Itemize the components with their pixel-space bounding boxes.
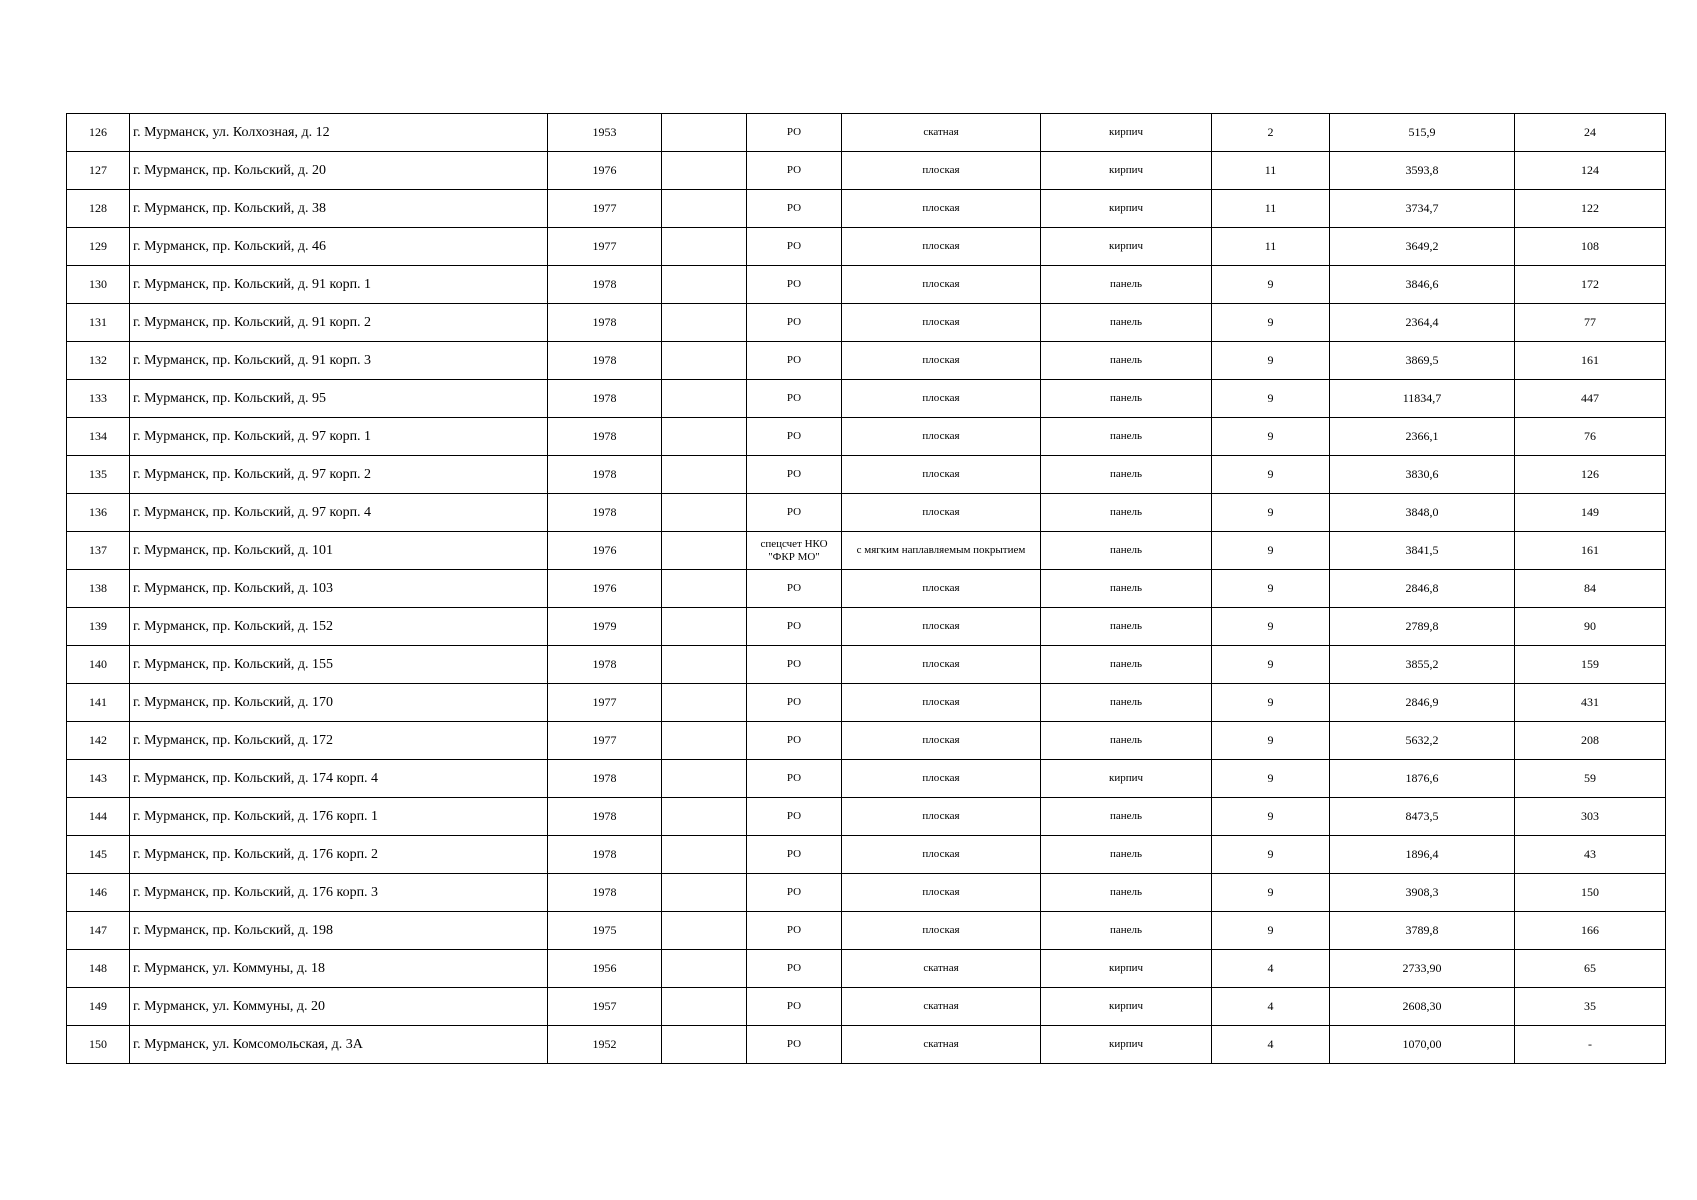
address-cell: г. Мурманск, пр. Кольский, д. 38 bbox=[130, 190, 548, 228]
area-cell: 3593,8 bbox=[1330, 152, 1515, 190]
row-number-cell: 143 bbox=[67, 760, 130, 798]
fund-method-cell: РО bbox=[747, 760, 842, 798]
fund-method-cell: спецсчет НКО "ФКР МО" bbox=[747, 532, 842, 570]
empty-cell bbox=[662, 532, 747, 570]
table-row bbox=[67, 684, 1666, 722]
wall-material-cell: панель bbox=[1041, 304, 1212, 342]
empty-cell bbox=[662, 1026, 747, 1064]
wall-material-cell: кирпич bbox=[1041, 152, 1212, 190]
floors-cell: 2 bbox=[1212, 114, 1330, 152]
area-cell: 3908,3 bbox=[1330, 874, 1515, 912]
wall-material-cell: панель bbox=[1041, 684, 1212, 722]
empty-cell bbox=[662, 798, 747, 836]
wall-material-cell: кирпич bbox=[1041, 1026, 1212, 1064]
table-row bbox=[67, 874, 1666, 912]
empty-cell bbox=[662, 608, 747, 646]
area-cell: 1896,4 bbox=[1330, 836, 1515, 874]
wall-material-cell: панель bbox=[1041, 342, 1212, 380]
fund-method-cell: РО bbox=[747, 266, 842, 304]
year-built-cell: 1978 bbox=[548, 798, 662, 836]
address-cell: г. Мурманск, пр. Кольский, д. 174 корп. 4 bbox=[130, 760, 548, 798]
fund-method-cell: РО bbox=[747, 190, 842, 228]
residents-cell: 150 bbox=[1515, 874, 1666, 912]
row-number-cell: 138 bbox=[67, 570, 130, 608]
wall-material-cell: кирпич bbox=[1041, 950, 1212, 988]
year-built-cell: 1978 bbox=[548, 380, 662, 418]
address-cell: г. Мурманск, пр. Кольский, д. 176 корп. 1 bbox=[130, 798, 548, 836]
fund-method-cell: РО bbox=[747, 228, 842, 266]
floors-cell: 9 bbox=[1212, 418, 1330, 456]
table-row bbox=[67, 342, 1666, 380]
year-built-cell: 1975 bbox=[548, 912, 662, 950]
area-cell: 3830,6 bbox=[1330, 456, 1515, 494]
address-cell: г. Мурманск, пр. Кольский, д. 97 корп. 2 bbox=[130, 456, 548, 494]
wall-material-cell: кирпич bbox=[1041, 988, 1212, 1026]
area-cell: 2364,4 bbox=[1330, 304, 1515, 342]
area-cell: 3855,2 bbox=[1330, 646, 1515, 684]
roof-type-cell: плоская bbox=[842, 494, 1041, 532]
area-cell: 5632,2 bbox=[1330, 722, 1515, 760]
wall-material-cell: кирпич bbox=[1041, 228, 1212, 266]
floors-cell: 9 bbox=[1212, 722, 1330, 760]
address-cell: г. Мурманск, ул. Колхозная, д. 12 bbox=[130, 114, 548, 152]
table-body bbox=[67, 114, 1666, 1064]
address-cell: г. Мурманск, пр. Кольский, д. 103 bbox=[130, 570, 548, 608]
fund-method-cell: РО bbox=[747, 684, 842, 722]
address-cell: г. Мурманск, пр. Кольский, д. 101 bbox=[130, 532, 548, 570]
row-number-cell: 133 bbox=[67, 380, 130, 418]
table-row bbox=[67, 988, 1666, 1026]
fund-method-cell: РО bbox=[747, 836, 842, 874]
floors-cell: 4 bbox=[1212, 950, 1330, 988]
address-cell: г. Мурманск, ул. Комсомольская, д. 3А bbox=[130, 1026, 548, 1064]
year-built-cell: 1978 bbox=[548, 456, 662, 494]
roof-type-cell: плоская bbox=[842, 456, 1041, 494]
roof-type-cell: плоская bbox=[842, 684, 1041, 722]
address-cell: г. Мурманск, пр. Кольский, д. 172 bbox=[130, 722, 548, 760]
empty-cell bbox=[662, 114, 747, 152]
floors-cell: 9 bbox=[1212, 684, 1330, 722]
empty-cell bbox=[662, 266, 747, 304]
fund-method-cell: РО bbox=[747, 608, 842, 646]
area-cell: 2608,30 bbox=[1330, 988, 1515, 1026]
residents-cell: 126 bbox=[1515, 456, 1666, 494]
empty-cell bbox=[662, 874, 747, 912]
table-row bbox=[67, 266, 1666, 304]
row-number-cell: 135 bbox=[67, 456, 130, 494]
floors-cell: 9 bbox=[1212, 912, 1330, 950]
empty-cell bbox=[662, 304, 747, 342]
table-row bbox=[67, 912, 1666, 950]
table-row bbox=[67, 494, 1666, 532]
residents-cell: 303 bbox=[1515, 798, 1666, 836]
floors-cell: 11 bbox=[1212, 190, 1330, 228]
wall-material-cell: панель bbox=[1041, 646, 1212, 684]
floors-cell: 9 bbox=[1212, 570, 1330, 608]
row-number-cell: 146 bbox=[67, 874, 130, 912]
area-cell: 3649,2 bbox=[1330, 228, 1515, 266]
area-cell: 11834,7 bbox=[1330, 380, 1515, 418]
empty-cell bbox=[662, 418, 747, 456]
table-row bbox=[67, 152, 1666, 190]
area-cell: 3848,0 bbox=[1330, 494, 1515, 532]
area-cell: 515,9 bbox=[1330, 114, 1515, 152]
floors-cell: 4 bbox=[1212, 988, 1330, 1026]
table-row bbox=[67, 608, 1666, 646]
roof-type-cell: плоская bbox=[842, 152, 1041, 190]
floors-cell: 11 bbox=[1212, 152, 1330, 190]
year-built-cell: 1978 bbox=[548, 342, 662, 380]
residents-cell: 161 bbox=[1515, 532, 1666, 570]
row-number-cell: 130 bbox=[67, 266, 130, 304]
empty-cell bbox=[662, 760, 747, 798]
fund-method-cell: РО bbox=[747, 570, 842, 608]
fund-method-cell: РО bbox=[747, 722, 842, 760]
year-built-cell: 1952 bbox=[548, 1026, 662, 1064]
area-cell: 1876,6 bbox=[1330, 760, 1515, 798]
wall-material-cell: кирпич bbox=[1041, 760, 1212, 798]
year-built-cell: 1976 bbox=[548, 152, 662, 190]
address-cell: г. Мурманск, пр. Кольский, д. 46 bbox=[130, 228, 548, 266]
roof-type-cell: плоская bbox=[842, 722, 1041, 760]
year-built-cell: 1978 bbox=[548, 760, 662, 798]
table-row bbox=[67, 228, 1666, 266]
address-cell: г. Мурманск, пр. Кольский, д. 176 корп. 3 bbox=[130, 874, 548, 912]
floors-cell: 9 bbox=[1212, 456, 1330, 494]
area-cell: 2846,9 bbox=[1330, 684, 1515, 722]
table-row bbox=[67, 532, 1666, 570]
roof-type-cell: плоская bbox=[842, 608, 1041, 646]
empty-cell bbox=[662, 152, 747, 190]
residents-cell: 108 bbox=[1515, 228, 1666, 266]
table-row bbox=[67, 114, 1666, 152]
residents-cell: 90 bbox=[1515, 608, 1666, 646]
empty-cell bbox=[662, 228, 747, 266]
area-cell: 8473,5 bbox=[1330, 798, 1515, 836]
area-cell: 2789,8 bbox=[1330, 608, 1515, 646]
wall-material-cell: кирпич bbox=[1041, 114, 1212, 152]
floors-cell: 9 bbox=[1212, 798, 1330, 836]
year-built-cell: 1977 bbox=[548, 722, 662, 760]
address-cell: г. Мурманск, пр. Кольский, д. 97 корп. 1 bbox=[130, 418, 548, 456]
roof-type-cell: плоская bbox=[842, 380, 1041, 418]
year-built-cell: 1977 bbox=[548, 190, 662, 228]
housing-register-table bbox=[66, 113, 1666, 1064]
table-row bbox=[67, 456, 1666, 494]
residents-cell: 172 bbox=[1515, 266, 1666, 304]
area-cell: 3869,5 bbox=[1330, 342, 1515, 380]
row-number-cell: 126 bbox=[67, 114, 130, 152]
area-cell: 1070,00 bbox=[1330, 1026, 1515, 1064]
row-number-cell: 145 bbox=[67, 836, 130, 874]
area-cell: 2846,8 bbox=[1330, 570, 1515, 608]
row-number-cell: 149 bbox=[67, 988, 130, 1026]
empty-cell bbox=[662, 950, 747, 988]
year-built-cell: 1976 bbox=[548, 570, 662, 608]
fund-method-cell: РО bbox=[747, 494, 842, 532]
floors-cell: 9 bbox=[1212, 646, 1330, 684]
fund-method-cell: РО bbox=[747, 950, 842, 988]
wall-material-cell: панель bbox=[1041, 456, 1212, 494]
year-built-cell: 1978 bbox=[548, 874, 662, 912]
fund-method-cell: РО bbox=[747, 912, 842, 950]
residents-cell: 24 bbox=[1515, 114, 1666, 152]
row-number-cell: 131 bbox=[67, 304, 130, 342]
residents-cell: 84 bbox=[1515, 570, 1666, 608]
residents-cell: 159 bbox=[1515, 646, 1666, 684]
roof-type-cell: плоская bbox=[842, 228, 1041, 266]
residents-cell: 76 bbox=[1515, 418, 1666, 456]
table-row bbox=[67, 950, 1666, 988]
roof-type-cell: плоская bbox=[842, 570, 1041, 608]
roof-type-cell: плоская bbox=[842, 912, 1041, 950]
residents-cell: 431 bbox=[1515, 684, 1666, 722]
wall-material-cell: панель bbox=[1041, 570, 1212, 608]
roof-type-cell: плоская bbox=[842, 798, 1041, 836]
address-cell: г. Мурманск, пр. Кольский, д. 20 bbox=[130, 152, 548, 190]
floors-cell: 4 bbox=[1212, 1026, 1330, 1064]
floors-cell: 9 bbox=[1212, 760, 1330, 798]
floors-cell: 11 bbox=[1212, 228, 1330, 266]
table-row bbox=[67, 570, 1666, 608]
row-number-cell: 147 bbox=[67, 912, 130, 950]
wall-material-cell: панель bbox=[1041, 266, 1212, 304]
fund-method-cell: РО bbox=[747, 646, 842, 684]
address-cell: г. Мурманск, пр. Кольский, д. 91 корп. 2 bbox=[130, 304, 548, 342]
residents-cell: 35 bbox=[1515, 988, 1666, 1026]
year-built-cell: 1977 bbox=[548, 228, 662, 266]
residents-cell: 161 bbox=[1515, 342, 1666, 380]
address-cell: г. Мурманск, пр. Кольский, д. 91 корп. 3 bbox=[130, 342, 548, 380]
area-cell: 3846,6 bbox=[1330, 266, 1515, 304]
floors-cell: 9 bbox=[1212, 608, 1330, 646]
table-row bbox=[67, 190, 1666, 228]
row-number-cell: 140 bbox=[67, 646, 130, 684]
roof-type-cell: плоская bbox=[842, 836, 1041, 874]
address-cell: г. Мурманск, пр. Кольский, д. 95 bbox=[130, 380, 548, 418]
table-row bbox=[67, 798, 1666, 836]
fund-method-cell: РО bbox=[747, 114, 842, 152]
year-built-cell: 1978 bbox=[548, 304, 662, 342]
residents-cell: 447 bbox=[1515, 380, 1666, 418]
row-number-cell: 134 bbox=[67, 418, 130, 456]
empty-cell bbox=[662, 570, 747, 608]
floors-cell: 9 bbox=[1212, 266, 1330, 304]
fund-method-cell: РО bbox=[747, 418, 842, 456]
residents-cell: 77 bbox=[1515, 304, 1666, 342]
roof-type-cell: плоская bbox=[842, 418, 1041, 456]
wall-material-cell: панель bbox=[1041, 608, 1212, 646]
row-number-cell: 128 bbox=[67, 190, 130, 228]
roof-type-cell: скатная bbox=[842, 988, 1041, 1026]
floors-cell: 9 bbox=[1212, 836, 1330, 874]
wall-material-cell: панель bbox=[1041, 874, 1212, 912]
year-built-cell: 1978 bbox=[548, 418, 662, 456]
address-cell: г. Мурманск, пр. Кольский, д. 91 корп. 1 bbox=[130, 266, 548, 304]
roof-type-cell: плоская bbox=[842, 646, 1041, 684]
area-cell: 3789,8 bbox=[1330, 912, 1515, 950]
empty-cell bbox=[662, 456, 747, 494]
row-number-cell: 150 bbox=[67, 1026, 130, 1064]
fund-method-cell: РО bbox=[747, 152, 842, 190]
row-number-cell: 137 bbox=[67, 532, 130, 570]
area-cell: 2366,1 bbox=[1330, 418, 1515, 456]
roof-type-cell: плоская bbox=[842, 190, 1041, 228]
roof-type-cell: скатная bbox=[842, 1026, 1041, 1064]
empty-cell bbox=[662, 912, 747, 950]
residents-cell: 59 bbox=[1515, 760, 1666, 798]
row-number-cell: 142 bbox=[67, 722, 130, 760]
wall-material-cell: панель bbox=[1041, 532, 1212, 570]
roof-type-cell: плоская bbox=[842, 874, 1041, 912]
fund-method-cell: РО bbox=[747, 798, 842, 836]
year-built-cell: 1957 bbox=[548, 988, 662, 1026]
fund-method-cell: РО bbox=[747, 304, 842, 342]
row-number-cell: 148 bbox=[67, 950, 130, 988]
address-cell: г. Мурманск, ул. Коммуны, д. 18 bbox=[130, 950, 548, 988]
row-number-cell: 141 bbox=[67, 684, 130, 722]
address-cell: г. Мурманск, пр. Кольский, д. 176 корп. 2 bbox=[130, 836, 548, 874]
year-built-cell: 1978 bbox=[548, 494, 662, 532]
residents-cell: - bbox=[1515, 1026, 1666, 1064]
floors-cell: 9 bbox=[1212, 380, 1330, 418]
area-cell: 3841,5 bbox=[1330, 532, 1515, 570]
roof-type-cell: с мягким наплавляемым покрытием bbox=[842, 532, 1041, 570]
residents-cell: 122 bbox=[1515, 190, 1666, 228]
empty-cell bbox=[662, 342, 747, 380]
empty-cell bbox=[662, 646, 747, 684]
fund-method-cell: РО bbox=[747, 988, 842, 1026]
table-row bbox=[67, 1026, 1666, 1064]
row-number-cell: 132 bbox=[67, 342, 130, 380]
empty-cell bbox=[662, 190, 747, 228]
floors-cell: 9 bbox=[1212, 532, 1330, 570]
address-cell: г. Мурманск, пр. Кольский, д. 170 bbox=[130, 684, 548, 722]
year-built-cell: 1956 bbox=[548, 950, 662, 988]
roof-type-cell: плоская bbox=[842, 760, 1041, 798]
year-built-cell: 1953 bbox=[548, 114, 662, 152]
residents-cell: 149 bbox=[1515, 494, 1666, 532]
table-row bbox=[67, 380, 1666, 418]
address-cell: г. Мурманск, пр. Кольский, д. 152 bbox=[130, 608, 548, 646]
roof-type-cell: плоская bbox=[842, 304, 1041, 342]
empty-cell bbox=[662, 494, 747, 532]
year-built-cell: 1978 bbox=[548, 646, 662, 684]
year-built-cell: 1976 bbox=[548, 532, 662, 570]
area-cell: 3734,7 bbox=[1330, 190, 1515, 228]
address-cell: г. Мурманск, ул. Коммуны, д. 20 bbox=[130, 988, 548, 1026]
wall-material-cell: панель bbox=[1041, 418, 1212, 456]
wall-material-cell: панель bbox=[1041, 380, 1212, 418]
address-cell: г. Мурманск, пр. Кольский, д. 155 bbox=[130, 646, 548, 684]
floors-cell: 9 bbox=[1212, 874, 1330, 912]
empty-cell bbox=[662, 988, 747, 1026]
roof-type-cell: плоская bbox=[842, 266, 1041, 304]
year-built-cell: 1977 bbox=[548, 684, 662, 722]
empty-cell bbox=[662, 836, 747, 874]
residents-cell: 43 bbox=[1515, 836, 1666, 874]
empty-cell bbox=[662, 684, 747, 722]
table-row bbox=[67, 418, 1666, 456]
roof-type-cell: плоская bbox=[842, 342, 1041, 380]
wall-material-cell: панель bbox=[1041, 494, 1212, 532]
table-row bbox=[67, 722, 1666, 760]
floors-cell: 9 bbox=[1212, 304, 1330, 342]
address-cell: г. Мурманск, пр. Кольский, д. 97 корп. 4 bbox=[130, 494, 548, 532]
year-built-cell: 1979 bbox=[548, 608, 662, 646]
residents-cell: 65 bbox=[1515, 950, 1666, 988]
row-number-cell: 139 bbox=[67, 608, 130, 646]
wall-material-cell: кирпич bbox=[1041, 190, 1212, 228]
fund-method-cell: РО bbox=[747, 1026, 842, 1064]
table-row bbox=[67, 836, 1666, 874]
residents-cell: 208 bbox=[1515, 722, 1666, 760]
table-row bbox=[67, 304, 1666, 342]
table-row bbox=[67, 760, 1666, 798]
fund-method-cell: РО bbox=[747, 342, 842, 380]
row-number-cell: 144 bbox=[67, 798, 130, 836]
row-number-cell: 127 bbox=[67, 152, 130, 190]
fund-method-cell: РО bbox=[747, 874, 842, 912]
year-built-cell: 1978 bbox=[548, 266, 662, 304]
area-cell: 2733,90 bbox=[1330, 950, 1515, 988]
table-row bbox=[67, 646, 1666, 684]
year-built-cell: 1978 bbox=[548, 836, 662, 874]
empty-cell bbox=[662, 380, 747, 418]
floors-cell: 9 bbox=[1212, 342, 1330, 380]
wall-material-cell: панель bbox=[1041, 912, 1212, 950]
wall-material-cell: панель bbox=[1041, 722, 1212, 760]
floors-cell: 9 bbox=[1212, 494, 1330, 532]
row-number-cell: 136 bbox=[67, 494, 130, 532]
residents-cell: 166 bbox=[1515, 912, 1666, 950]
wall-material-cell: панель bbox=[1041, 798, 1212, 836]
empty-cell bbox=[662, 722, 747, 760]
roof-type-cell: скатная bbox=[842, 950, 1041, 988]
fund-method-cell: РО bbox=[747, 456, 842, 494]
residents-cell: 124 bbox=[1515, 152, 1666, 190]
row-number-cell: 129 bbox=[67, 228, 130, 266]
address-cell: г. Мурманск, пр. Кольский, д. 198 bbox=[130, 912, 548, 950]
fund-method-cell: РО bbox=[747, 380, 842, 418]
roof-type-cell: скатная bbox=[842, 114, 1041, 152]
wall-material-cell: панель bbox=[1041, 836, 1212, 874]
